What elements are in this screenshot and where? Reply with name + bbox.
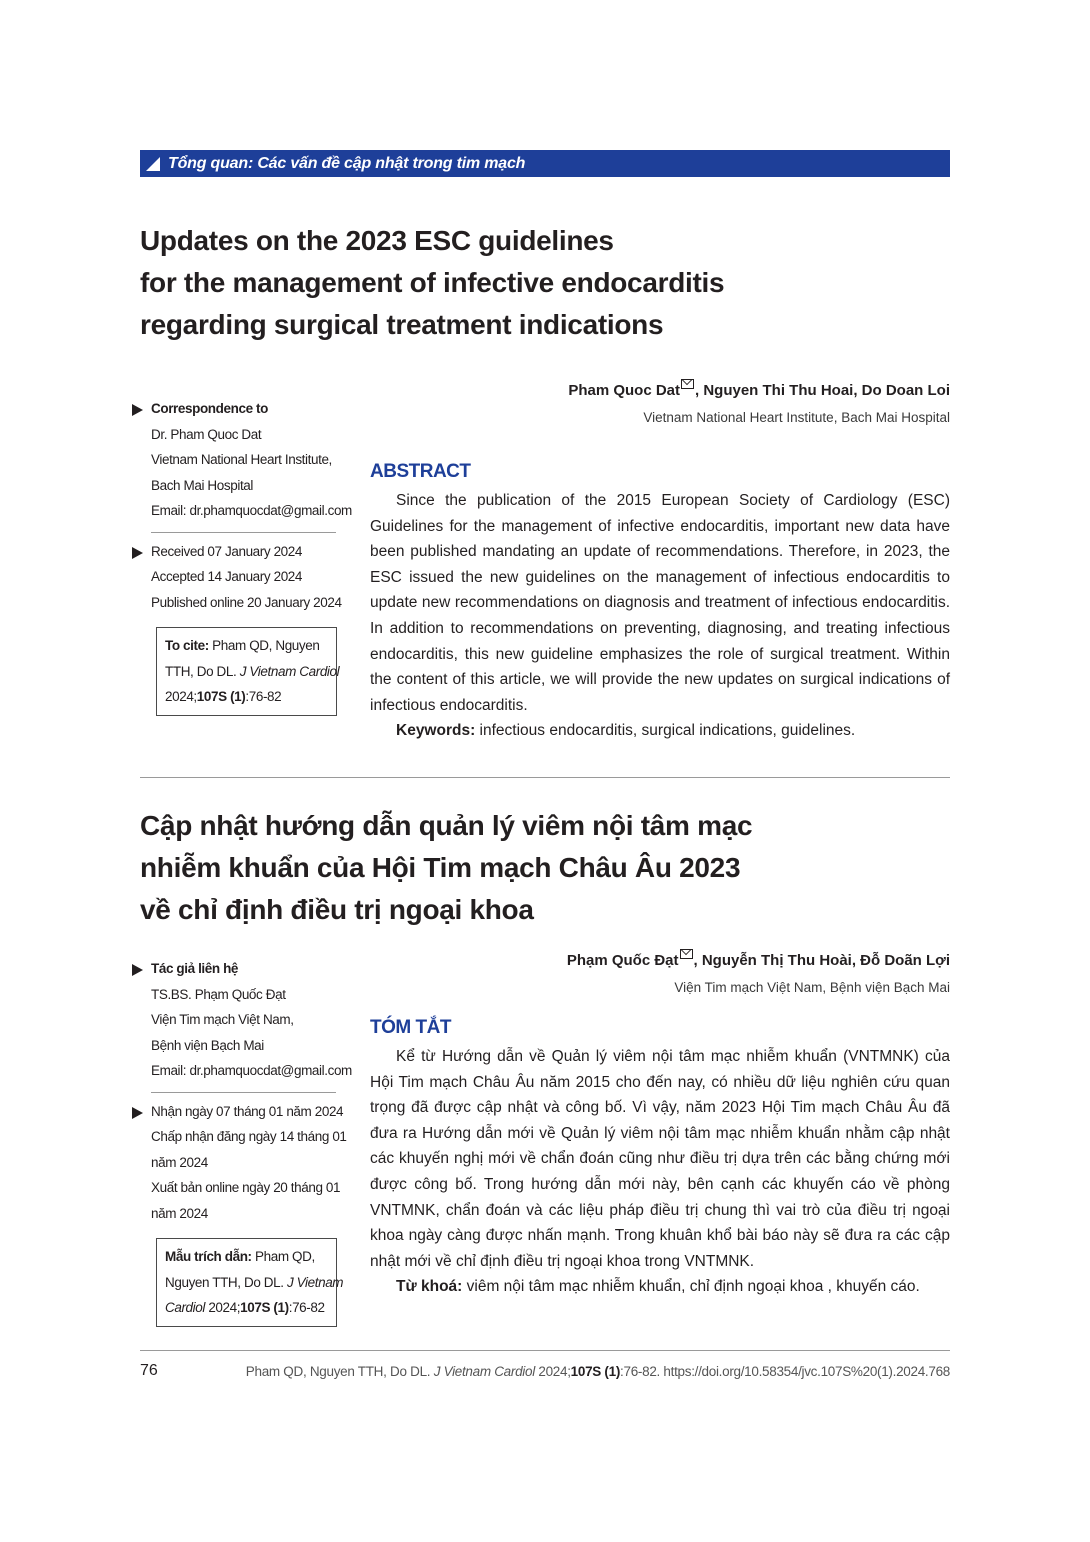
english-affiliation: Vietnam National Heart Institute, Bach Mai Hospital (643, 410, 950, 425)
abstract-heading: ABSTRACT (370, 461, 471, 482)
page-footer (140, 1360, 950, 1384)
vietnamese-authors (567, 952, 950, 969)
cite-authors: Pham QD, Nguyen (212, 638, 320, 653)
keywords (370, 1274, 950, 1300)
title-line: về chỉ định điều trị ngoại khoa (140, 894, 534, 925)
title-line: Updates on the 2023 ESC guidelines (140, 225, 614, 256)
abstract-text: Kể từ Hướng dẫn về Quản lý viêm nội tâm mạc nhiễm khuẩn (VNTMNK) của Hội Tim mạch Châu Âu năm 2015 cho đến nay, có nhiều dữ liệu nghiên cứu quan trọng đã được cập nhật và công bố. Vì vậy, năm 2023 Hội Tim mạch Châu Âu đã đưa ra Hướng dẫn mới về Quản lý viêm nội tâm mạc nhiễm khuẩn nhằm cập nhật các khuyến nghị mới về chẩn đoán cũng như điều trị dựa trên các bằng chứng mới được công bố. Trong hướng dẫn mới này, bên cạnh các khuyến cáo về phòng VNTMNK, chẩn đoán và các liệu pháp điều trị chung thì vai trò của điều trị ngoại khoa ngày càng được nhấn mạnh. Trong khuân khổ bài báo này sẽ đưa ra các cập nhật mới về chỉ định điều trị ngoại khoa trong VNTMNK. (370, 1048, 950, 1270)
arrow-right-icon (132, 547, 143, 559)
ref-journal: J Vietnam Cardiol (433, 1364, 535, 1379)
abstract-text: Since the publication of the 2015 European Society of Cardiology (ESC) Guidelines for the management of infective endocarditis, important new data have been published mandating an update of recommendations. Therefore, in 2023, the ESC issued the new guidelines on the management of infectious endocarditis to update new recommendations on diagnosis and treatment of infectious endocarditis. In addition to recommendations on preventing, diagnosing, and treating infectious endocarditis, this new guideline emphasizes the role of surgical treatment. Within the content of this article, we will provide the new updates on surgical indications of infectious endocarditis. (370, 492, 950, 714)
correspondence-hospital: Bach Mai Hospital (151, 477, 253, 493)
cite-volume: 107S (1) (196, 689, 246, 704)
correspondence-block (132, 396, 352, 524)
banner-text: Tổng quan: Các vấn đề cập nhật trong tim mạch (168, 154, 526, 172)
vietnamese-affiliation: Viện Tim mạch Việt Nam, Bệnh viện Bạch Mai (674, 980, 950, 995)
vietnamese-sidebar (132, 956, 352, 1327)
title-line: regarding surgical treatment indications (140, 309, 664, 340)
received-date: Received 07 January 2024 (151, 543, 303, 559)
title-line: nhiễm khuẩn của Hội Tim mạch Châu Âu 2023 (140, 852, 741, 883)
received-date: Nhận ngày 07 tháng 01 năm 2024 (151, 1103, 344, 1119)
divider (151, 1092, 336, 1093)
accepted-year: năm 2024 (151, 1154, 208, 1170)
accepted-date: Accepted 14 January 2024 (151, 569, 303, 584)
ref-authors: Pham QD, Nguyen TTH, Do DL. (245, 1364, 431, 1379)
vietnamese-title (140, 805, 752, 931)
ref-doi: :76-82. https://doi.org/10.58354/jvc.107S%20(1).2024.768 (620, 1364, 950, 1379)
keywords-text: infectious endocarditis, surgical indications, guidelines. (475, 722, 856, 740)
cite-label: Mẫu trích dẫn: (165, 1249, 252, 1264)
published-year: năm 2024 (151, 1205, 208, 1221)
abstract-heading: TÓM TẮT (370, 1017, 451, 1038)
correspondence-label: Tác giả liên hệ (151, 961, 239, 976)
english-sidebar (132, 396, 352, 716)
footer-reference (246, 1364, 950, 1379)
correspondence-name: Dr. Pham Quoc Dat (151, 426, 262, 442)
correspondence-email: Email: dr.phamquocdat@gmail.com (151, 503, 352, 518)
citation-box (156, 1238, 344, 1327)
abstract-body (370, 488, 950, 744)
correspondence-hospital: Bệnh viện Bạch Mai (151, 1037, 264, 1053)
keywords-text: viêm nội tâm mạc nhiễm khuẩn, chỉ định ngoại khoa , khuyến cáo. (462, 1278, 920, 1296)
section-banner (140, 150, 950, 177)
correspondence-institute: Viện Tim mạch Việt Nam, (151, 1012, 294, 1027)
cite-pages: :76-82 (288, 1300, 325, 1315)
title-line: Cập nhật hướng dẫn quản lý viêm nội tâm mạc (140, 810, 753, 841)
keywords-label: Từ khoá: (396, 1278, 463, 1296)
cite-authors: Pham QD, (255, 1249, 315, 1264)
dates-block (132, 1099, 347, 1227)
keywords-label: Keywords: (396, 722, 476, 740)
ref-year: 2024; (538, 1364, 571, 1379)
english-authors (568, 382, 950, 399)
divider (151, 532, 336, 533)
page-number: 76 (140, 1362, 158, 1379)
cite-year: 2024; (165, 689, 197, 704)
abstract-body (370, 1044, 950, 1300)
cite-label: To cite: (165, 638, 209, 653)
corresponding-author: Phạm Quốc Đạt (566, 952, 679, 969)
cite-volume: 107S (1) (240, 1300, 289, 1315)
dates-block (132, 539, 342, 616)
cite-journal-2: Cardiol (165, 1300, 205, 1315)
ref-volume: 107S (1) (570, 1364, 621, 1379)
accepted-date: Chấp nhận đăng ngày 14 tháng 01 (151, 1129, 347, 1144)
envelope-icon (681, 379, 694, 389)
corresponding-author: Pham Quoc Dat (568, 382, 680, 399)
co-authors: , Nguyễn Thị Thu Hoài, Đỗ Doãn Lợi (693, 952, 950, 969)
cite-pages: :76-82 (245, 689, 282, 704)
english-title (140, 220, 724, 346)
footer-divider (140, 1350, 950, 1351)
published-date: Published online 20 January 2024 (151, 594, 342, 610)
arrow-right-icon (132, 1107, 143, 1119)
triangle-icon (146, 157, 160, 171)
correspondence-institute: Vietnam National Heart Institute, (151, 452, 332, 467)
correspondence-block (132, 956, 352, 1084)
envelope-icon (680, 949, 693, 959)
section-divider (140, 777, 950, 778)
correspondence-label: Correspondence to (151, 401, 268, 416)
title-line: for the management of infective endocarditis (140, 267, 725, 298)
cite-authors-2: Nguyen TTH, Do DL. (165, 1274, 284, 1290)
cite-authors-2: TTH, Do DL. (165, 663, 237, 679)
correspondence-email: Email: dr.phamquocdat@gmail.com (151, 1063, 352, 1078)
cite-year: 2024; (208, 1300, 241, 1315)
co-authors: , Nguyen Thi Thu Hoai, Do Doan Loi (695, 382, 950, 399)
correspondence-name: TS.BS. Phạm Quốc Đạt (151, 986, 286, 1002)
cite-journal: J Vietnam (286, 1274, 344, 1290)
cite-journal: J Vietnam Cardiol (239, 663, 340, 679)
published-date: Xuất bản online ngày 20 tháng 01 (151, 1180, 341, 1195)
keywords (370, 718, 950, 744)
citation-box (156, 627, 340, 716)
arrow-right-icon (132, 964, 143, 976)
arrow-right-icon (132, 404, 143, 416)
